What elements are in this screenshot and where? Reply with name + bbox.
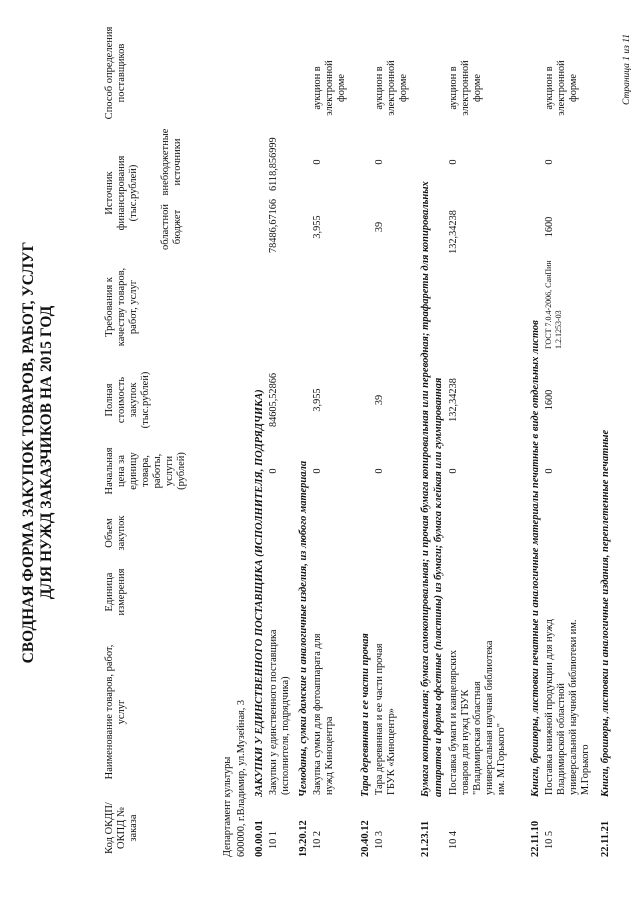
category-code: 22.11.21 <box>600 820 611 857</box>
order-number: 10 5 <box>544 830 555 849</box>
header-source-regional: областной бюджет <box>160 204 183 250</box>
header-total: Полная стоимость закупок (тыс.рублей) <box>104 371 151 429</box>
department-name: Департамент культуры <box>222 756 233 857</box>
category-title-continued: аппаратов и формы офсетные (пластины) из бумаги; бумага клейкая или гуммированная <box>433 377 444 797</box>
regional-budget: 78486,67166 <box>268 198 279 253</box>
quality-requirements: ГОСТ 7.0.4-2006, СанПин 1.2.1253-03 <box>544 260 563 349</box>
header-requirements: Требования к качеству товаров, работ, услуг <box>104 267 139 347</box>
header-name: Наименование товаров, работ, услуг <box>104 644 127 780</box>
procurement-method: аукцион в электронной форме <box>448 60 483 116</box>
procurement-method: аукцион в электронной форме <box>544 60 579 116</box>
volume: 0 <box>544 468 555 474</box>
total-cost: 84605,52866 <box>268 372 279 428</box>
category-code: 22.11.10 <box>530 820 541 857</box>
offbudget-sources: 0 <box>448 159 459 165</box>
item-name: Поставка книжной продукции для нужд Владимирской областной универсальной научной библиотеки им. М.Горького <box>544 619 591 795</box>
header-volume: Объем закупок <box>104 515 127 551</box>
category-title: ЗАКУПКИ У ЕДИНСТВЕННОГО ПОСТАВЩИКА (ИСПОЛНИТЕЛЯ, ПОДРЯДЧИКА) <box>254 389 265 797</box>
unit-price: 0 <box>374 468 385 474</box>
item-name: Закупка сумки для фотоаппарата для нужд Киноцентра <box>312 633 335 795</box>
offbudget-sources: 0 <box>544 159 555 165</box>
department-address: 600000, г.Владимир, ул.Музейная, 3 <box>236 699 247 857</box>
item-name: Поставка бумаги и канцелярских товаров для нужд ГБУК "Владимирская областная универсальная научная библиотека им. М.Горького" <box>448 640 507 795</box>
category-title: Книги, брошюры, листовки печатные и аналогичные материалы печатные в виде отдельных листов <box>530 320 541 797</box>
procurement-method: аукцион в электронной форме <box>312 60 347 116</box>
category-code: 21.23.11 <box>420 820 431 857</box>
regional-budget: 39 <box>374 221 385 233</box>
header-source: Источник финансирования (тыс.рублей) <box>104 155 139 231</box>
total-cost: 39 <box>374 394 385 406</box>
unit-price: 0 <box>448 468 459 474</box>
category-title: Бумага копировальная; бумага самокопировальная; и прочая бумага копировальная или переводная; трафареты для копировальных <box>420 181 431 797</box>
unit-price: 0 <box>312 468 323 474</box>
category-title: Книги, брошюры, листовки и аналогичные издания, переплетенные печатные <box>600 429 611 797</box>
regional-budget: 1600 <box>544 216 555 238</box>
regional-budget: 132,34238 <box>448 210 459 254</box>
header-unit: Единица измерения <box>104 568 127 616</box>
order-number: 10 3 <box>374 830 385 849</box>
total-cost: 1600 <box>544 389 555 411</box>
order-number: 10 2 <box>312 830 323 849</box>
order-number: 10 1 <box>268 830 279 849</box>
regional-budget: 3,955 <box>312 215 323 239</box>
item-name: Тара деревянная и ее части прочая ГБУК «Киноцентр» <box>374 643 397 795</box>
header-method: Способ определения поставщиков <box>104 26 127 120</box>
document-title-line-1: СВОДНАЯ ФОРМА ЗАКУПОК ТОВАРОВ, РАБОТ, УСЛУГ <box>20 241 37 664</box>
category-code: 00.00.01 <box>254 820 265 857</box>
offbudget-sources: 0 <box>312 159 323 165</box>
header-source-offbudget: внебюджетные источники <box>160 128 183 196</box>
header-price: Начальная цена за единицу товара, работы, услуги (рублей) <box>104 447 187 495</box>
total-cost: 132,34238 <box>448 378 459 422</box>
category-code: 20.40.12 <box>360 820 371 857</box>
procurement-method: аукцион в электронной форме <box>374 60 409 116</box>
page-number: Страница 1 из 11 <box>622 33 632 105</box>
unit-price: 0 <box>268 468 279 474</box>
total-cost: 3,955 <box>312 388 323 412</box>
category-code: 19.20.12 <box>298 820 309 857</box>
category-title: Тара деревянная и ее части прочая <box>360 633 371 797</box>
category-title: Чемоданы, сумки дамские и аналогичные изделия, из любого материала <box>298 460 309 797</box>
document-title-line-2: ДЛЯ НУЖД ЗАКАЗЧИКОВ НА 2015 ГОД <box>38 305 55 600</box>
offbudget-sources: 6118,856999 <box>268 137 279 191</box>
item-name: Закупки у единственного поставщика (исполнителя, подрядчика) <box>268 629 291 795</box>
header-code: Код ОКДП/ ОКПД № заказа <box>104 802 139 854</box>
order-number: 10 4 <box>448 830 459 849</box>
offbudget-sources: 0 <box>374 159 385 165</box>
